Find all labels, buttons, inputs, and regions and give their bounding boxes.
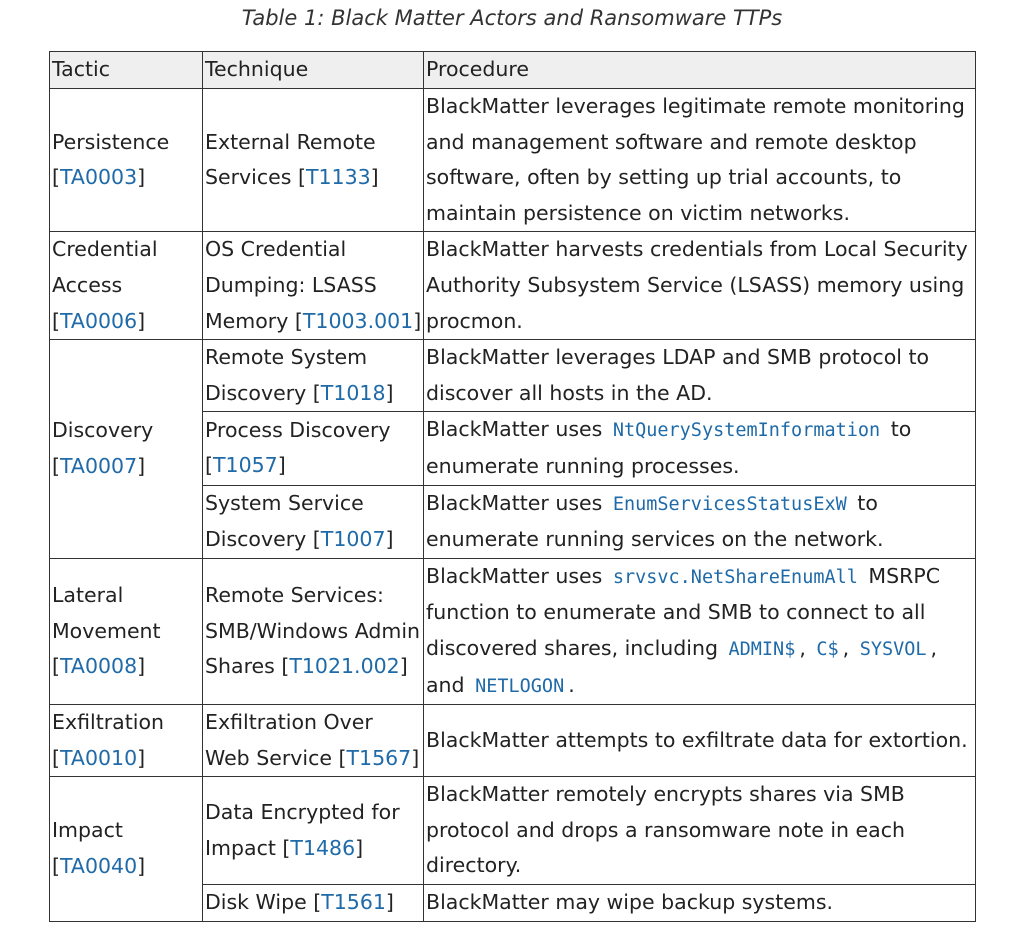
table-row-credential-access xyxy=(50,232,976,340)
procedure-cell xyxy=(424,412,976,485)
technique-link[interactable]: T1018 xyxy=(320,380,386,405)
procedure-text: . xyxy=(568,672,575,697)
technique-cell: Disk Wipe [T1561] xyxy=(203,885,424,922)
procedure-cell: BlackMatter remotely encrypts shares via SMB protocol and drops a ransomware note in each directory. xyxy=(424,777,976,885)
procedure-cell: BlackMatter may wipe backup systems. xyxy=(424,885,976,922)
technique-name: Remote Services: SMB/Windows Admin Shares xyxy=(205,583,421,679)
tactic-name: Credential Access xyxy=(52,237,158,297)
technique-cell: Process Discovery [T1057] xyxy=(203,412,424,485)
technique-link[interactable]: T1057 xyxy=(213,453,278,478)
technique-link[interactable]: T1003.001 xyxy=(302,308,414,333)
technique-link[interactable]: T1561 xyxy=(321,890,386,915)
tactic-link[interactable]: TA0007 xyxy=(60,453,138,478)
technique-name: System Service Discovery xyxy=(205,491,364,551)
header-procedure: Procedure xyxy=(424,52,976,89)
share-code: NETLOGON xyxy=(475,675,565,697)
tactic-cell: Persistence [TA0003] xyxy=(50,89,203,232)
table-row-discovery-remote-system xyxy=(50,340,976,412)
technique-cell: Remote System Discovery [T1018] xyxy=(203,340,424,412)
tactic-cell: Discovery [TA0007] xyxy=(50,340,203,559)
table-row-lateral-movement xyxy=(50,558,976,704)
technique-link[interactable]: T1007 xyxy=(320,526,386,551)
table-row-exfiltration xyxy=(50,705,976,777)
procedure-cell: BlackMatter harvests credentials from Local Security Authority Subsystem Service (LSASS) memory using procmon. xyxy=(424,232,976,340)
tactic-link[interactable]: TA0010 xyxy=(60,745,138,770)
technique-cell: OS Credential Dumping: LSASS Memory [T1003.001] xyxy=(203,232,424,340)
tactic-name: Persistence xyxy=(52,129,170,154)
header-tactic: Tactic xyxy=(50,52,203,89)
tactic-cell: Impact [TA0040] xyxy=(50,777,203,921)
table-header-row xyxy=(50,52,976,89)
table-row-persistence xyxy=(50,89,976,232)
tactic-name: Discovery xyxy=(52,418,154,443)
api-code: NtQuerySystemInformation xyxy=(612,420,881,442)
procedure-text: BlackMatter uses xyxy=(426,417,603,442)
share-code: ADMIN$ xyxy=(728,638,796,660)
technique-name: Disk Wipe xyxy=(205,890,307,915)
procedure-cell: BlackMatter leverages legitimate remote monitoring and management software and remote desktop software, often by setting up trial accounts, to maintain persistence on victim networks. xyxy=(424,89,976,232)
tactic-cell: Exfiltration [TA0010] xyxy=(50,705,203,777)
technique-cell: External Remote Services [T1133] xyxy=(203,89,424,232)
procedure-text: BlackMatter uses xyxy=(426,490,603,515)
table-row-impact-encrypt xyxy=(50,777,976,885)
tactic-cell: Lateral Movement [TA0008] xyxy=(50,558,203,704)
procedure-cell: BlackMatter attempts to exfiltrate data for extortion. xyxy=(424,705,976,777)
technique-cell: System Service Discovery [T1007] xyxy=(203,485,424,558)
api-code: srvsvc.NetShareEnumAll xyxy=(612,566,858,588)
technique-name: Process Discovery xyxy=(205,417,391,442)
technique-cell: Exfiltration Over Web Service [T1567] xyxy=(203,705,424,777)
tactic-link[interactable]: TA0003 xyxy=(60,165,138,190)
technique-link[interactable]: T1021.002 xyxy=(289,654,400,679)
tactic-link[interactable]: TA0006 xyxy=(60,308,138,333)
technique-name: Exfiltration Over Web Service xyxy=(205,710,373,770)
technique-link[interactable]: T1486 xyxy=(290,835,356,860)
tactic-link[interactable]: TA0008 xyxy=(60,654,138,679)
procedure-text: MSRPC function to enumerate and SMB to connect to all discovered shares, including xyxy=(426,563,941,660)
tactic-name: Impact xyxy=(52,818,123,843)
api-code: EnumServicesStatusExW xyxy=(612,493,847,515)
procedure-text: to enumerate running processes. xyxy=(426,417,912,478)
procedure-cell: BlackMatter uses srvsvc.NetShareEnumAll MSRPC function to enumerate and SMB to connect to all discovered shares, including ADMIN$ , C$ , SYSVOL , and NETLOGON . xyxy=(424,558,976,704)
technique-cell: Data Encrypted for Impact [T1486] xyxy=(203,777,424,885)
share-code: SYSVOL xyxy=(859,638,927,660)
share-code: C$ xyxy=(816,638,839,660)
procedure-text: BlackMatter uses xyxy=(426,563,603,588)
procedure-cell xyxy=(424,485,976,558)
technique-name: Remote System Discovery xyxy=(205,345,368,405)
table-caption: Table 1: Black Matter Actors and Ransomware TTPs xyxy=(241,6,783,30)
tactic-name: Lateral Movement xyxy=(52,583,161,643)
technique-name: Data Encrypted for Impact xyxy=(205,800,400,860)
procedure-text: to enumerate running services on the network. xyxy=(426,490,884,552)
procedure-cell: BlackMatter leverages LDAP and SMB protocol to discover all hosts in the AD. xyxy=(424,340,976,412)
technique-name: OS Credential Dumping: LSASS Memory xyxy=(205,237,377,333)
tactic-name: Exfiltration xyxy=(52,710,164,735)
tactic-link[interactable]: TA0040 xyxy=(60,853,138,878)
ttp-table xyxy=(49,51,976,922)
tactic-cell: Credential Access [TA0006] xyxy=(50,232,203,340)
technique-cell: Remote Services: SMB/Windows Admin Shares [T1021.002] xyxy=(203,558,424,704)
procedure-text: , and xyxy=(426,635,938,697)
technique-name: External Remote Services xyxy=(205,129,376,190)
technique-link[interactable]: T1133 xyxy=(305,165,371,190)
header-technique: Technique xyxy=(203,52,424,89)
technique-link[interactable]: T1567 xyxy=(346,745,412,770)
